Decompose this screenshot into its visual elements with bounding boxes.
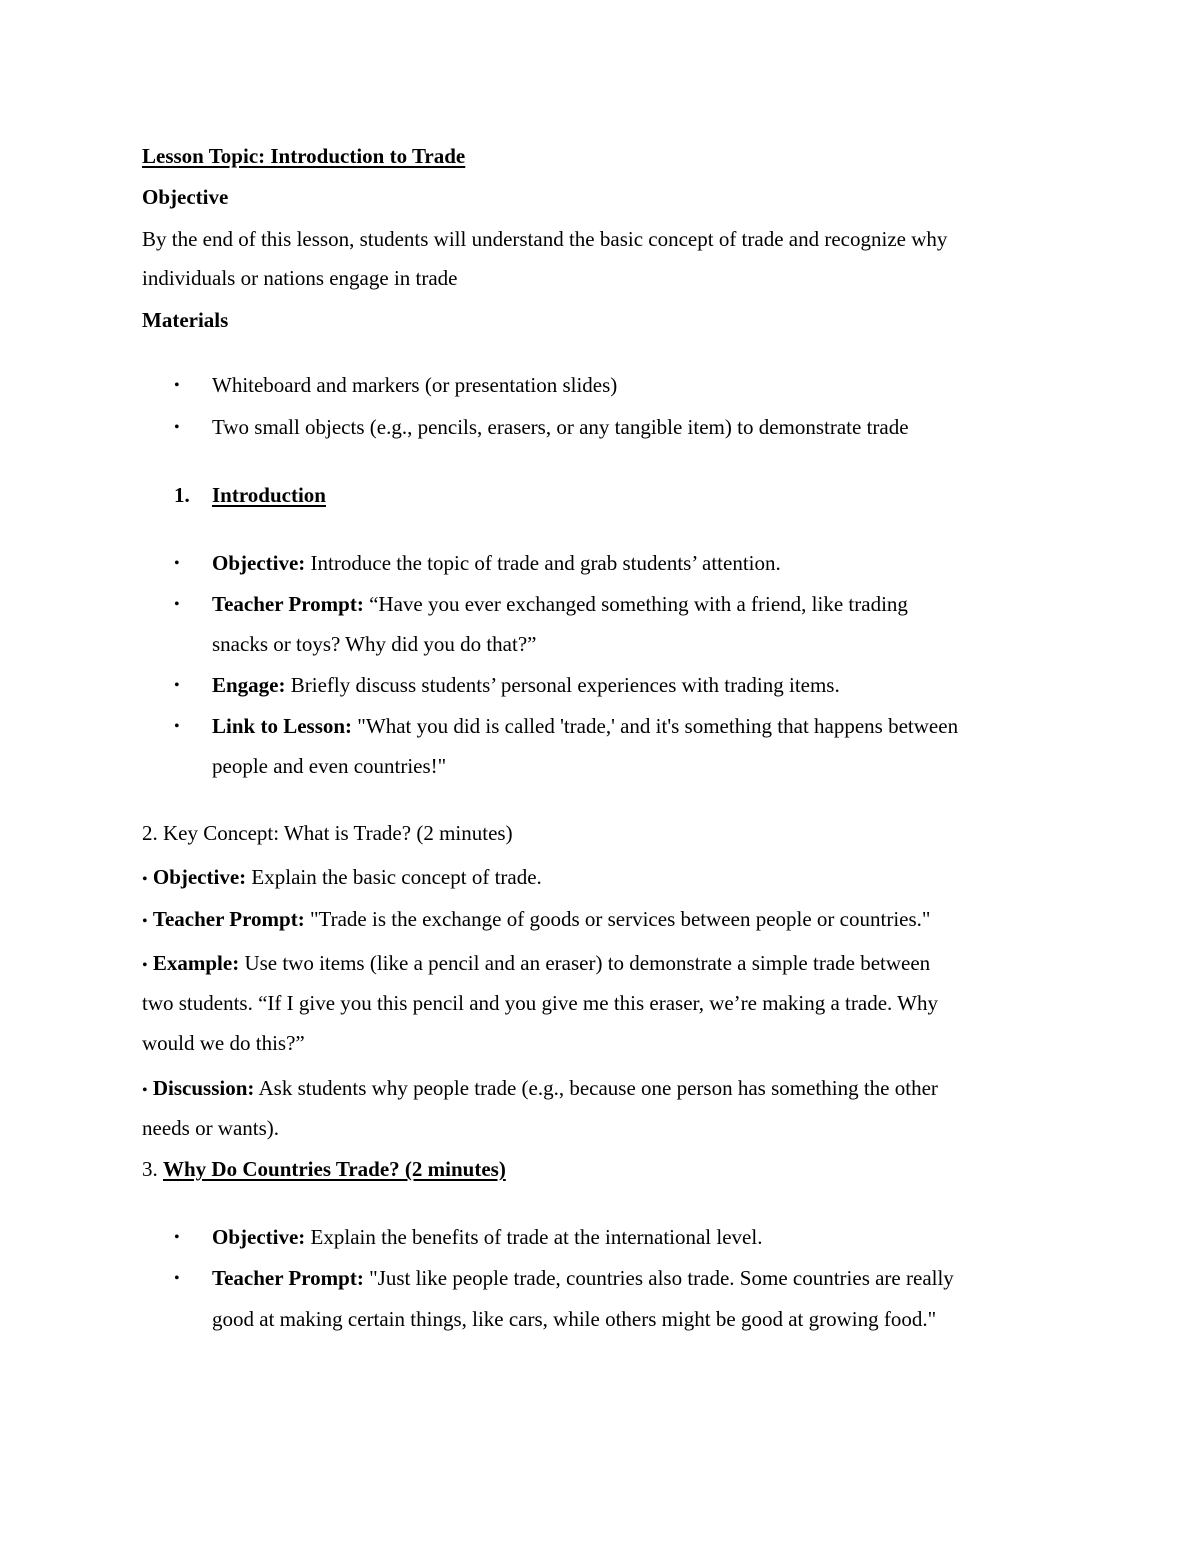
section1-item: Link to Lesson: "What you did is called 'trade,' and it's something that happens between (212, 714, 959, 738)
section2-item: • Discussion: Ask students why people trade (e.g., because one person has something the other (142, 1076, 938, 1100)
section3-number: 3. (142, 1157, 158, 1181)
bullet-icon: • (174, 1270, 180, 1287)
bullet-icon: • (174, 555, 180, 572)
section2-item: • Example: Use two items (like a pencil and an eraser) to demonstrate a simple trade between (142, 951, 931, 975)
materials-item: Two small objects (e.g., pencils, erasers, or any tangible item) to demonstrate trade (212, 415, 909, 439)
section1-item: Objective: Introduce the topic of trade and grab students’ attention. (212, 551, 781, 575)
section2-item-continued: would we do this?” (142, 1031, 305, 1055)
objective-text-line2: individuals or nations engage in trade (142, 266, 458, 290)
materials-heading: Materials (142, 308, 229, 332)
bullet-icon: • (142, 913, 148, 930)
section1-heading: Introduction (212, 483, 326, 507)
section1-number: 1. (174, 483, 190, 507)
section3-item-continued: good at making certain things, like cars, while others might be good at growing food." (212, 1307, 937, 1331)
objective-text-line1: By the end of this lesson, students will understand the basic concept of trade and recognize why (142, 227, 948, 251)
bullet-icon: • (174, 718, 180, 735)
section2-item: • Objective: Explain the basic concept of trade. (142, 865, 542, 889)
section2-item-continued: two students. “If I give you this pencil and you give me this eraser, we’re making a trade. Why (142, 991, 938, 1015)
bullet-icon: • (142, 1082, 148, 1099)
bullet-icon: • (174, 596, 180, 613)
lesson-title: Lesson Topic: Introduction to Trade (142, 144, 466, 168)
section2-heading: 2. Key Concept: What is Trade? (2 minutes) (142, 821, 513, 845)
bullet-icon: • (174, 377, 180, 394)
section2-item: • Teacher Prompt: "Trade is the exchange of goods or services between people or countries." (142, 907, 931, 931)
section3-heading: Why Do Countries Trade? (2 minutes) (163, 1157, 506, 1181)
bullet-icon: • (142, 957, 148, 974)
section3-item: Objective: Explain the benefits of trade at the international level. (212, 1225, 763, 1249)
section3-item: Teacher Prompt: "Just like people trade, countries also trade. Some countries are really (212, 1266, 954, 1290)
section1-item-continued: snacks or toys? Why did you do that?” (212, 632, 537, 656)
section2-item-continued: needs or wants). (142, 1116, 280, 1140)
section3-heading-line (142, 1156, 506, 1182)
bullet-icon: • (174, 1229, 180, 1246)
section1-item: Teacher Prompt: “Have you ever exchanged something with a friend, like trading (212, 592, 908, 616)
section1-item-continued: people and even countries!" (212, 754, 447, 778)
bullet-icon: • (174, 419, 180, 436)
section1-item: Engage: Briefly discuss students’ personal experiences with trading items. (212, 673, 840, 697)
bullet-icon: • (142, 871, 148, 888)
materials-item: Whiteboard and markers (or presentation slides) (212, 373, 618, 397)
objective-heading: Objective (142, 185, 229, 209)
bullet-icon: • (174, 677, 180, 694)
